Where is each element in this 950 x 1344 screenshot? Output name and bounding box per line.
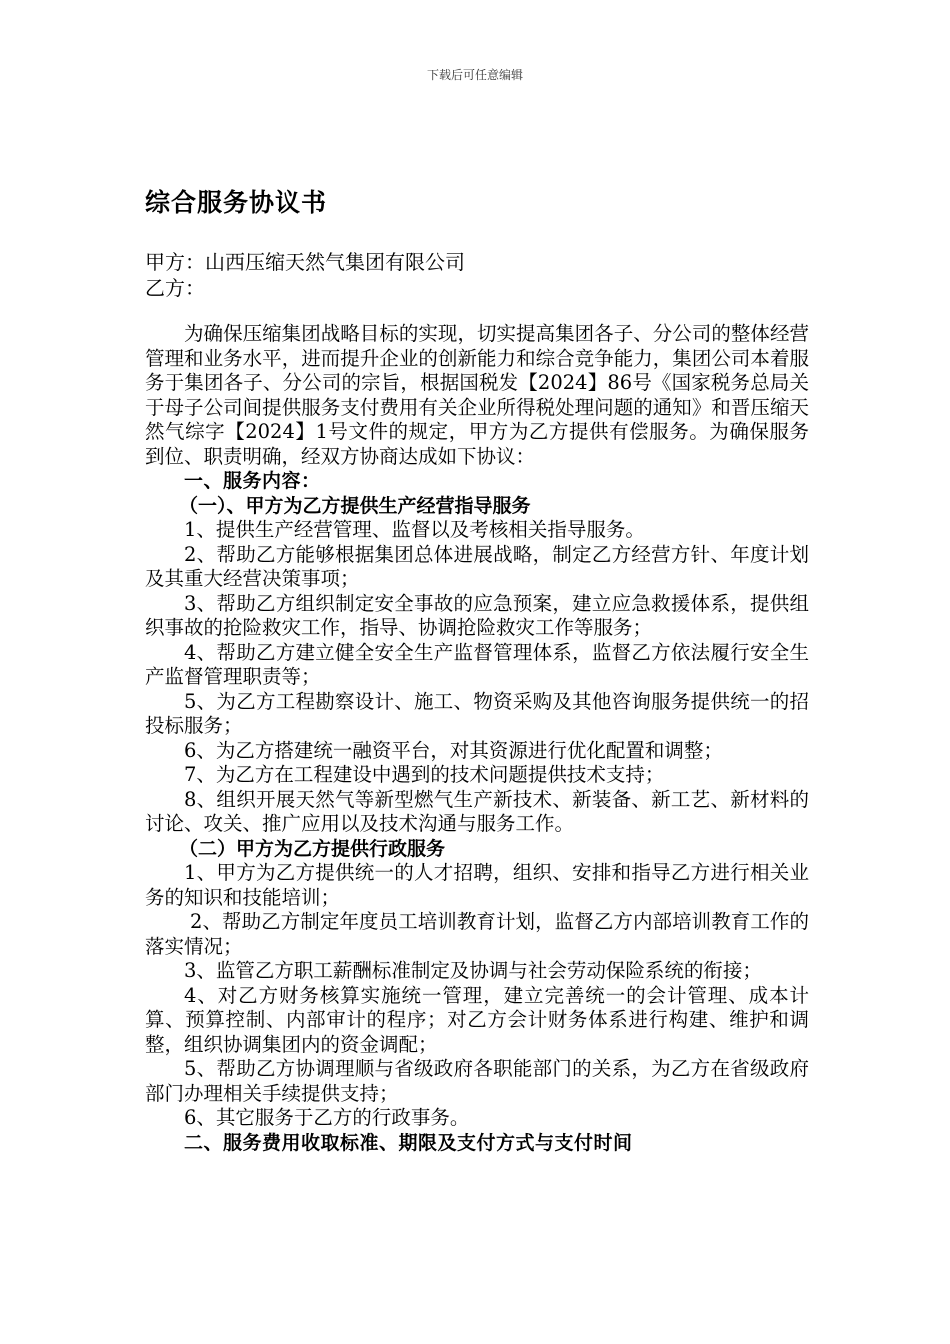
list-item: 6、为乙方搭建统一融资平台，对其资源进行优化配置和调整； bbox=[184, 738, 723, 762]
list-item: 5、帮助乙方协调理顺与省级政府各职能部门的关系，为乙方在省级政府部门办理相关手续提供支持； bbox=[145, 1057, 809, 1105]
list-item: 7、为乙方在工程建设中遇到的技术问题提供技术支持； bbox=[184, 763, 665, 786]
party-a: 甲方：山西压缩天然气集团有限公司 bbox=[145, 250, 465, 274]
intro-paragraph: 为确保压缩集团战略目标的实现，切实提高集团各子、分公司的整体经营管理和业务水平，进而提升企业的创新能力和综合竞争能力，集团公司本着服务于集团各子、分公司的宗旨，根据国税发【2024】86号《国家税务总局关于母子公司间提供服务支付费用有关企业所得税处理问题的通知》和晋压缩天然气综字【2024】1号文件的规定，甲方为乙方提供有偿服务。为确保服务到位、职责明确，经双方协商达成如下协议： bbox=[145, 322, 809, 468]
section-1-heading: 一、服务内容： bbox=[184, 470, 321, 492]
list-item: 6、其它服务于乙方的行政事务。 bbox=[184, 1106, 470, 1129]
section-2-heading: 二、服务费用收取标准、期限及支付方式与支付时间 bbox=[184, 1131, 633, 1154]
header-note: 下载后可任意编辑 bbox=[426, 68, 523, 82]
list-item: 2、帮助乙方制定年度员工培训教育计划，监督乙方内部培训教育工作的落实情况； bbox=[145, 910, 809, 958]
list-item: 1、提供生产经营管理、监督以及考核相关指导服务。 bbox=[184, 518, 645, 541]
list-item: 5、为乙方工程勘察设计、施工、物资采购及其他咨询服务提供统一的招投标服务； bbox=[145, 689, 809, 737]
list-item: 4、对乙方财务核算实施统一管理，建立完善统一的会计管理、成本计算、预算控制、内部审计的程序；对乙方会计财务体系进行构建、维护和调整，组织协调集团内的资金调配； bbox=[145, 983, 809, 1056]
subsection-1-heading: （一）、甲方为乙方提供生产经营指导服务 bbox=[179, 494, 531, 517]
document-title: 综合服务协议书 bbox=[145, 188, 328, 217]
list-item: 2、帮助乙方能够根据集团总体进展战略，制定乙方经营方针、年度计划及其重大经营决策事项； bbox=[145, 542, 809, 590]
subsection-2-heading: （二）甲方为乙方提供行政服务 bbox=[179, 837, 446, 860]
list-item: 1、甲方为乙方提供统一的人才招聘，组织、安排和指导乙方进行相关业务的知识和技能培训； bbox=[145, 861, 809, 909]
list-item: 4、帮助乙方建立健全安全生产监督管理体系，监督乙方依法履行安全生产监督管理职责等； bbox=[145, 640, 809, 688]
party-b: 乙方： bbox=[145, 276, 205, 300]
list-item: 3、监管乙方职工薪酬标准制定及协调与社会劳动保险系统的衔接； bbox=[184, 959, 762, 982]
list-item: 3、帮助乙方组织制定安全事故的应急预案，建立应急救援体系，提供组织事故的抢险救灾工作，指导、协调抢险救灾工作等服务； bbox=[145, 591, 809, 639]
list-item: 8、组织开展天然气等新型燃气生产新技术、新装备、新工艺、新材料的讨论、攻关、推广应用以及技术沟通与服务工作。 bbox=[145, 787, 809, 835]
agreement-body bbox=[145, 322, 809, 1155]
